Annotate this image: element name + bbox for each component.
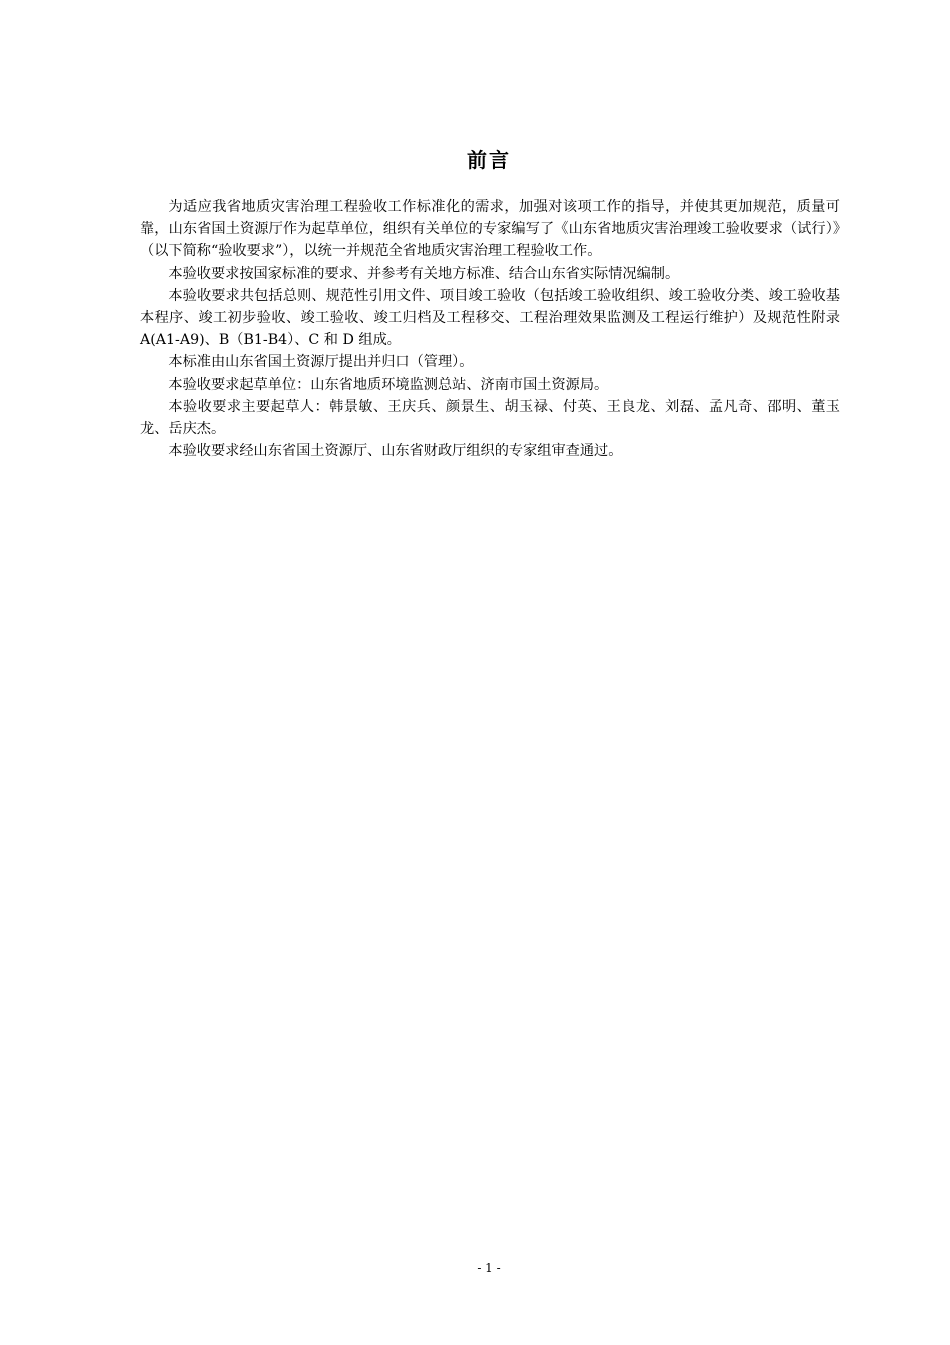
page-number: - 1 - <box>477 1261 501 1275</box>
paragraph-basis: 本验收要求按国家标准的要求、并参考有关地方标准、结合山东省实际情况编制。 <box>168 265 680 282</box>
paragraph-drafters: 本验收要求主要起草人：韩景敏、王庆兵、颜景生、胡玉禄、付英、王良龙、刘磊、孟凡奇、邵明、董玉龙、岳庆杰。 <box>140 398 840 438</box>
paragraph-authority: 本标准由山东省国土资源厅提出并归口（管理）。 <box>168 354 474 371</box>
paragraph-contents: 本验收要求共包括总则、规范性引用文件、项目竣工验收（包括竣工验收组织、竣工验收分类、竣工验收基本程序、竣工初步验收、竣工验收、竣工归档及工程移交、工程治理效果监测及工程运行维护）及规范性附录 A(A1-A9)、B（B1-B4）、C 和 D 组成。 <box>140 287 840 349</box>
paragraph-drafting-units: 本验收要求起草单位：山东省地质环境监测总站、济南市国土资源局。 <box>168 376 609 393</box>
preface-body <box>140 196 840 462</box>
page-title: 前言 <box>467 148 511 172</box>
paragraph-purpose: 为适应我省地质灾害治理工程验收工作标准化的需求，加强对该项工作的指导，并使其更加规范，质量可靠，山东省国土资源厅作为起草单位，组织有关单位的专家编写了《山东省地质灾害治理竣工验收要求（试行）》（以下简称“验收要求”），以统一并规范全省地质灾害治理工程验收工作。 <box>140 199 840 260</box>
paragraph-approval: 本验收要求经山东省国土资源厅、山东省财政厅组织的专家组审查通过。 <box>168 443 623 460</box>
